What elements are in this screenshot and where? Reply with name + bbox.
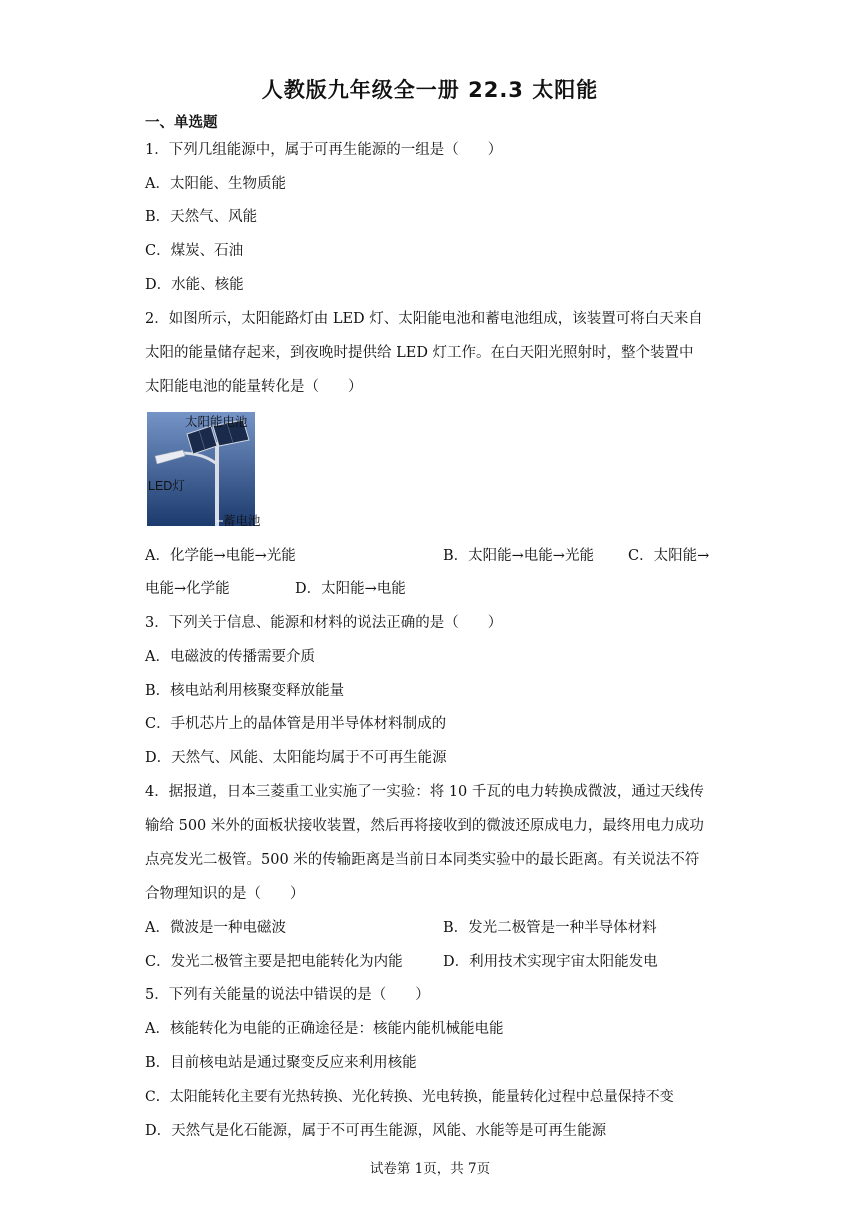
question-3-option-b: B．核电站利用核聚变释放能量	[145, 683, 345, 699]
question-1-option-c: C．煤炭、石油	[145, 243, 244, 259]
question-4-stem-line-2: 输给 500 米外的面板状接收装置，然后再将接收到的微波还原成电力，最终用电力成功	[145, 818, 704, 834]
figure-label-panel: 太阳能电池	[185, 415, 248, 429]
question-2-option-c: C．太阳能→	[628, 548, 710, 564]
question-1-option-b: B．天然气、风能	[145, 209, 258, 225]
figure-label-battery: 蓄电池	[223, 514, 261, 528]
question-1-option-d: D．水能、核能	[145, 277, 244, 293]
question-3-option-a: A．电磁波的传播需要介质	[145, 649, 315, 665]
question-4-stem-line-4: 合物理知识的是（ ）	[145, 886, 305, 902]
question-5-stem: 5．下列有关能量的说法中错误的是（ ）	[145, 987, 430, 1003]
question-4-option-b: B．发光二极管是一种半导体材料	[443, 920, 657, 936]
question-1-option-a: A．太阳能、生物质能	[145, 176, 286, 192]
question-4-option-a: A．微波是一种电磁波	[145, 920, 286, 936]
question-5-option-d: D．天然气是化石能源，属于不可再生能源，风能、水能等是可再生能源	[145, 1123, 607, 1139]
question-4-stem-line-1: 4．据报道，日本三菱重工业实施了一实验：将 10 千瓦的电力转换成微波，通过天线传	[145, 784, 704, 800]
question-2-stem-line-3: 太阳能电池的能量转化是（ ）	[145, 379, 363, 395]
question-2-option-d: D．太阳能→电能	[295, 581, 406, 597]
question-1-stem: 1．下列几组能源中，属于可再生能源的一组是（ ）	[145, 142, 503, 158]
question-5-option-c: C．太阳能转化主要有光热转换、光化转换、光电转换，能量转化过程中总量保持不变	[145, 1089, 674, 1105]
question-5-option-b: B．目前核电站是通过聚变反应来利用核能	[145, 1055, 417, 1071]
pole	[215, 442, 219, 526]
question-2-stem-line-2: 太阳的能量储存起来，到夜晚时提供给 LED 灯工作。在白天阳光照射时，整个装置中	[145, 345, 694, 361]
question-3-option-d: D．天然气、风能、太阳能均属于不可再生能源	[145, 750, 447, 766]
page-title: 人教版九年级全一册 22.3 太阳能	[261, 78, 599, 102]
question-4-option-c: C．发光二极管主要是把电能转化为内能	[145, 954, 403, 970]
question-3-stem: 3．下列关于信息、能源和材料的说法正确的是（ ）	[145, 615, 503, 631]
question-5-option-a: A．核能转化为电能的正确途径是：核能内能机械能电能	[145, 1021, 504, 1037]
section-heading: 一、单选题	[145, 115, 218, 131]
solar-streetlight-figure	[147, 412, 261, 528]
question-4-stem-line-3: 点亮发光二极管。500 米的传输距离是当前日本同类实验中的最长距离。有关说法不符	[145, 852, 700, 868]
question-2-stem-line-1: 2．如图所示，太阳能路灯由 LED 灯、太阳能电池和蓄电池组成，该装置可将白天来自	[145, 311, 703, 327]
question-4-option-d: D．利用技术实现宇宙太阳能发电	[443, 954, 658, 970]
question-2-option-c-continued: 电能→化学能	[145, 581, 230, 597]
page-footer: 试卷第 1页，共 7页	[369, 1161, 491, 1177]
question-3-option-c: C．手机芯片上的晶体管是用半导体材料制成的	[145, 716, 447, 732]
question-2-option-b: B．太阳能→电能→光能	[443, 548, 594, 564]
figure-label-lamp: LED灯	[148, 479, 185, 493]
question-2-option-a: A．化学能→电能→光能	[145, 548, 296, 564]
